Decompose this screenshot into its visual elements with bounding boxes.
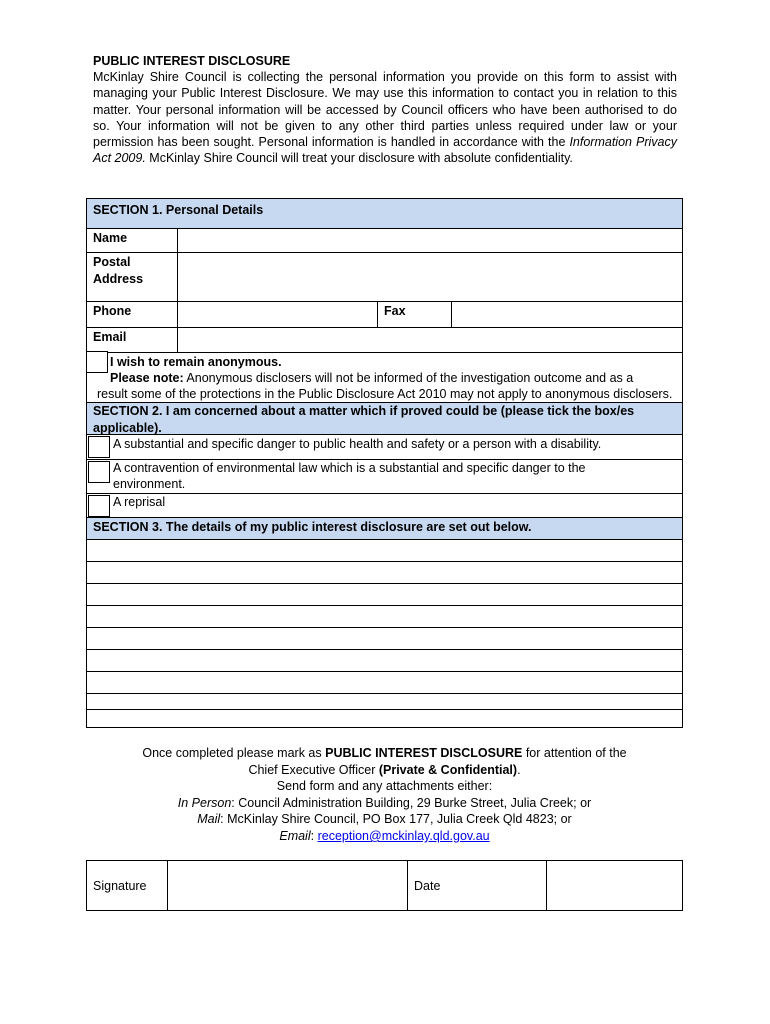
row-divider — [87, 434, 682, 435]
details-line[interactable] — [87, 710, 682, 727]
date-label: Date — [414, 879, 441, 893]
details-line[interactable] — [87, 606, 682, 627]
page-title: PUBLIC INTEREST DISCLOSURE — [93, 54, 291, 68]
intro-paragraph — [93, 69, 677, 167]
email-link[interactable]: reception@mckinlay.qld.gov.au — [317, 828, 490, 843]
method-label: In Person — [177, 795, 232, 810]
reprisal-checkbox[interactable] — [88, 495, 110, 517]
submission-instructions — [86, 745, 683, 845]
instructions-line2 — [86, 762, 683, 779]
anonymous-note-line2: result some of the protections in the Public Disclosure Act 2010 may not apply to anonymous disclosers. — [97, 387, 673, 401]
section2-heading — [93, 403, 634, 436]
row-divider — [87, 493, 682, 494]
row-divider — [87, 352, 682, 353]
email-field[interactable] — [178, 328, 682, 352]
details-line[interactable] — [87, 650, 682, 671]
details-line[interactable] — [87, 540, 682, 561]
method-separator: : — [310, 828, 318, 843]
method-label: Email — [279, 828, 311, 843]
intro-act-name: Information Privacy Act 2009. — [93, 135, 677, 166]
section2-heading-line1: SECTION 2. I am concerned about a matter which if proved could be (please tick the box/es — [93, 404, 635, 418]
details-line[interactable] — [87, 672, 682, 693]
option-environment-label-line1: A contravention of environmental law which is a substantial and specific danger to the — [113, 461, 586, 475]
signature-field[interactable] — [168, 861, 406, 910]
details-line[interactable] — [87, 584, 682, 605]
instructions-line3: Send form and any attachments either: — [276, 779, 493, 794]
name-field[interactable] — [178, 229, 682, 252]
instructions-text: Chief Executive Officer — [248, 762, 379, 777]
date-field[interactable] — [547, 861, 682, 910]
postal-address-field[interactable] — [178, 253, 682, 301]
instructions-mail — [86, 811, 683, 828]
instructions-line1 — [86, 745, 683, 762]
instructions-text: Once completed please mark as — [142, 746, 326, 760]
details-line[interactable] — [87, 628, 682, 649]
instructions-text: . — [517, 762, 521, 777]
environment-checkbox[interactable] — [88, 461, 110, 483]
method-text: : Council Administration Building, 29 Burke Street, Julia Creek; or — [231, 795, 592, 810]
section1-heading: SECTION 1. Personal Details — [93, 203, 264, 217]
anonymous-label: I wish to remain anonymous. — [110, 355, 282, 369]
intro-text-2: McKinlay Shire Council will treat your disclosure with absolute confidentiality. — [145, 151, 573, 166]
postal-address-label — [93, 254, 143, 287]
option-environment-label-line2: environment. — [113, 477, 186, 491]
anonymous-note-line1 — [110, 370, 633, 387]
signature-table — [86, 860, 683, 911]
option-danger-label: A substantial and specific danger to public health and safety or a person with a disability. — [113, 437, 602, 451]
disclosure-form-table — [86, 198, 683, 728]
details-line[interactable] — [87, 562, 682, 583]
phone-fax-divider — [377, 301, 378, 327]
fax-field[interactable] — [452, 302, 682, 327]
anonymous-checkbox[interactable] — [86, 351, 108, 373]
option-reprisal-label: A reprisal — [113, 495, 166, 509]
instructions-bold: (Private & Confidential) — [378, 762, 518, 777]
email-label: Email — [93, 330, 127, 344]
signature-date-divider — [407, 861, 408, 910]
instructions-email — [86, 828, 683, 845]
phone-label: Phone — [93, 304, 132, 318]
note-label: Please note: — [110, 371, 184, 385]
signature-label: Signature — [93, 879, 147, 893]
instructions-in-person — [86, 795, 683, 812]
intro-text-1: McKinlay Shire Council is collecting the personal information you provide on this form to assist with managing your Public Interest Disclosure. We may use this information to contact you in relation to this matter. Your personal information will be accessed by Council officers who have been authorised to do so. Your information will not be given to any other third parties unless required under law or your permission has been sought. Personal information is handled in accordance with the — [93, 70, 677, 150]
method-label: Mail — [197, 812, 221, 827]
note-text-1: Anonymous disclosers will not be informed of the investigation outcome and as a — [183, 371, 634, 385]
fax-label: Fax — [384, 304, 406, 318]
phone-field[interactable] — [178, 302, 377, 327]
instructions-bold: PUBLIC INTEREST DISCLOSURE — [325, 746, 523, 760]
danger-checkbox[interactable] — [88, 436, 110, 458]
name-label: Name — [93, 231, 128, 245]
section3-heading: SECTION 3. The details of my public interest disclosure are set out below. — [93, 520, 532, 534]
instructions-text: for attention of the — [522, 746, 627, 760]
section2-heading-line2: applicable). — [93, 420, 162, 435]
postal-label-line2: Address — [93, 271, 144, 286]
method-text: : McKinlay Shire Council, PO Box 177, Julia Creek Qld 4823; or — [220, 812, 572, 827]
postal-label-line1: Postal — [93, 255, 131, 269]
